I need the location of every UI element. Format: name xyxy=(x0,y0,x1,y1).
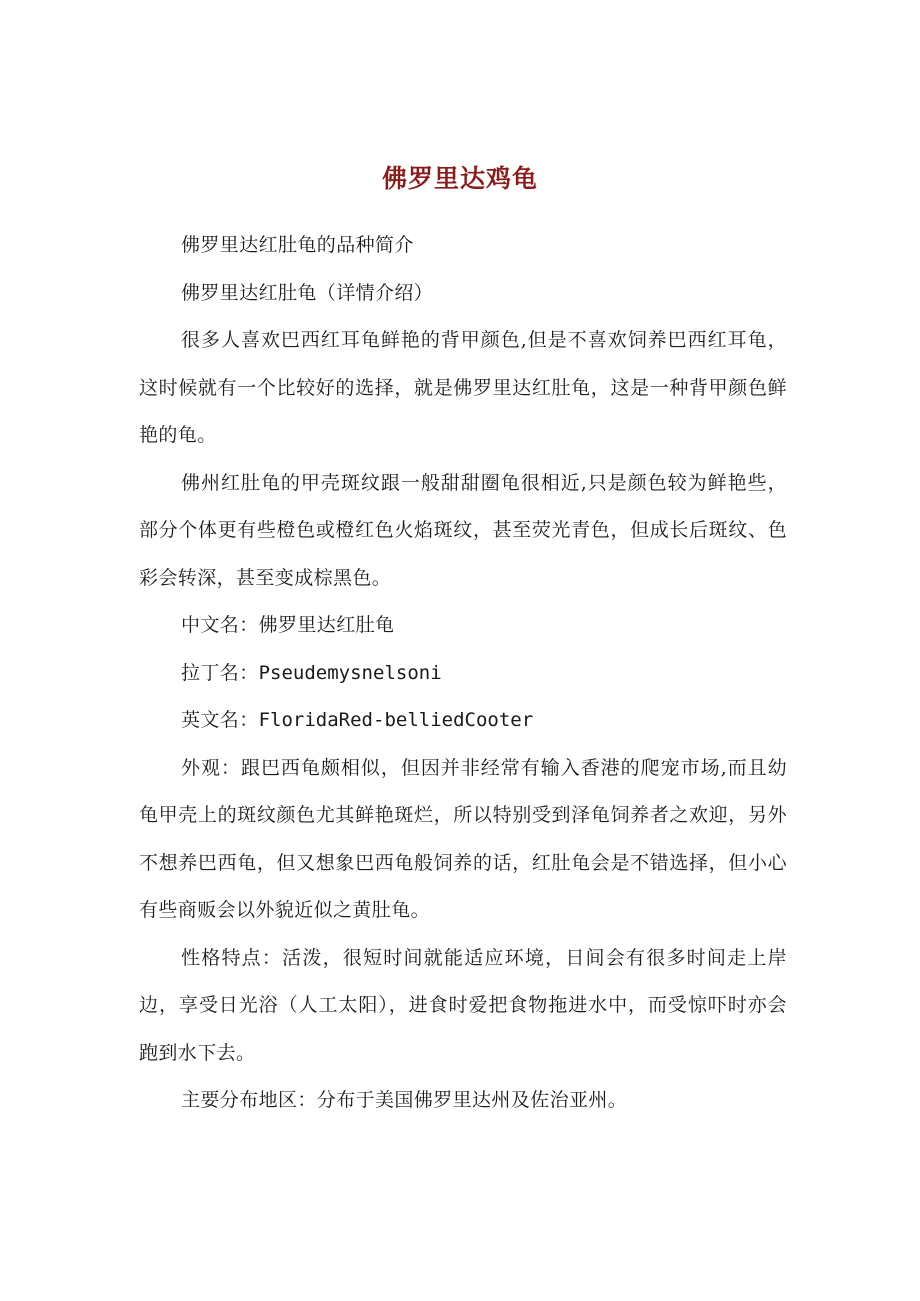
paragraph-detail-heading: 佛罗里达红肚龟（详情介绍） xyxy=(181,281,434,304)
fact-chinese-name-label: 中文名： xyxy=(181,614,259,636)
fact-latin-name xyxy=(139,650,787,698)
document-title: 佛罗里达鸡龟 xyxy=(381,163,538,193)
fact-english-name-value: FloridaRed-belliedCooter xyxy=(258,709,534,731)
paragraph-overview: 很多人喜欢巴西红耳龟鲜艳的背甲颜色,但是不喜欢饲养巴西红耳龟，这时候就有一个比较好的选择，就是佛罗里达红肚龟，这是一种背甲颜色鲜艳的龟。 xyxy=(139,329,787,446)
paragraph-appearance: 外观：跟巴西龟颇相似，但因并非经常有输入香港的爬宠市场,而且幼龟甲壳上的斑纹颜色尤其鲜艳斑烂，所以特别受到泽龟饲养者之欢迎，另外不想养巴西龟，但又想象巴西龟般饲养的话，红肚龟会是不错选择，但小心有些商贩会以外貌近似之黄肚龟。 xyxy=(139,756,787,921)
fact-english-name xyxy=(139,697,787,745)
fact-english-name-label: 英文名： xyxy=(181,709,259,731)
fact-chinese-name-value: 佛罗里达红肚龟 xyxy=(258,614,395,636)
fact-chinese-name xyxy=(139,602,787,650)
document-body xyxy=(139,222,787,1125)
paragraph-intro-heading: 佛罗里达红肚龟的品种简介 xyxy=(181,234,414,256)
paragraph-shell-pattern: 佛州红肚龟的甲壳斑纹跟一般甜甜圈龟很相近,只是颜色较为鲜艳些，部分个体更有些橙色或橙红色火焰斑纹，甚至荧光青色，但成长后斑纹、色彩会转深，甚至变成棕黑色。 xyxy=(139,471,787,589)
fact-latin-name-value: Pseudemysnelsoni xyxy=(258,661,442,684)
fact-latin-name-label: 拉丁名： xyxy=(181,661,259,684)
paragraph-temperament: 性格特点：活泼，很短时间就能适应环境，日间会有很多时间走上岸边，享受日光浴（人工太阳），进食时爱把食物拖进水中，而受惊吓时亦会跑到水下去。 xyxy=(139,946,787,1064)
paragraph-distribution: 主要分布地区：分布于美国佛罗里达州及佐治亚州。 xyxy=(181,1089,628,1111)
